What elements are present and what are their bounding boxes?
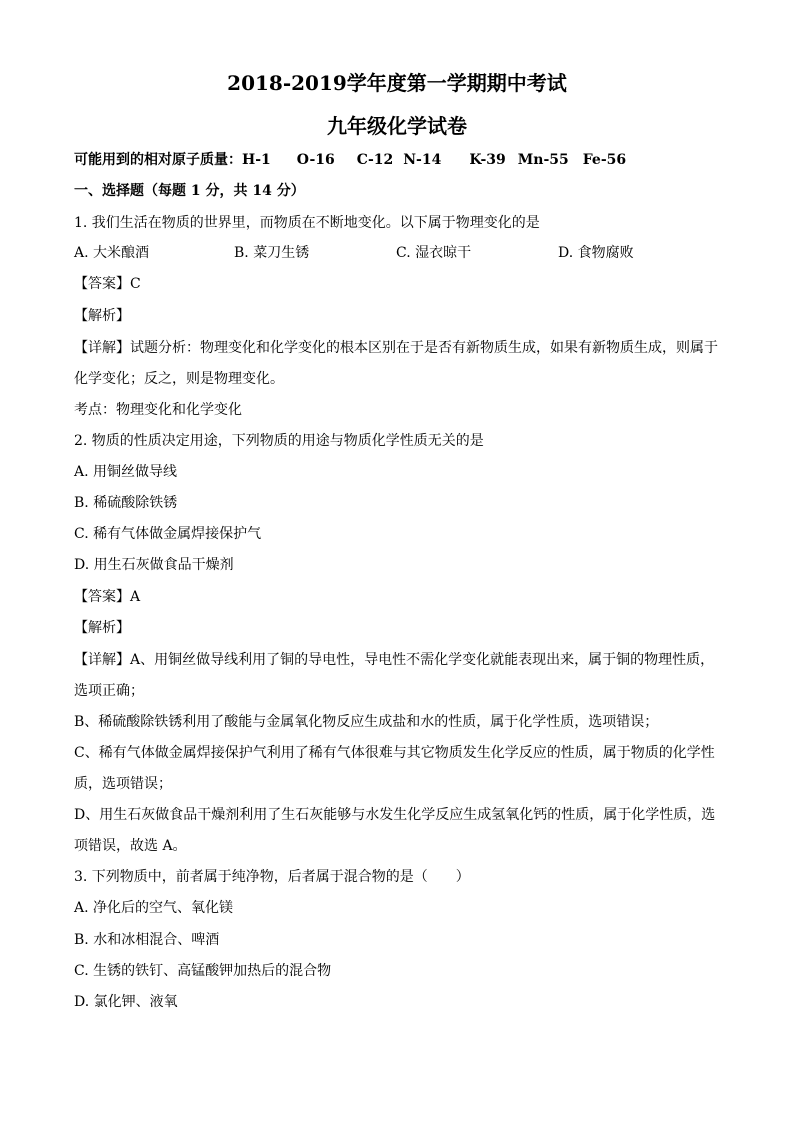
question-3-option-b: B. 水和冰相混合、啤酒 <box>74 932 220 948</box>
question-2-detail: 质，选项错误； <box>74 776 172 792</box>
question-2-option-b: B. 稀硫酸除铁锈 <box>74 495 178 511</box>
mass-item: H-1 <box>242 152 271 168</box>
question-1-detail: 化学变化；反之，则是物理变化。 <box>74 371 284 387</box>
question-3-option-c: C. 生锈的铁钉、高锰酸钾加热后的混合物 <box>74 963 332 979</box>
question-1-analysis: 【解析】 <box>74 308 130 324</box>
question-3-option-d: D. 氯化钾、液氧 <box>74 994 178 1010</box>
question-2-detail: 选项正确； <box>74 683 144 699</box>
page-title: 2018-2019学年度第一学期期中考试 <box>227 71 567 95</box>
question-2-answer: 【答案】A <box>74 589 141 605</box>
atomic-masses <box>74 150 734 170</box>
question-1-option-d: D. 食物腐败 <box>558 245 634 261</box>
question-2-stem: 2. 物质的性质决定用途，下列物质的用途与物质化学性质无关的是 <box>74 433 484 449</box>
mass-item: N-14 <box>403 152 442 168</box>
question-1-option-b: B. 菜刀生锈 <box>234 245 310 261</box>
question-2-detail: D、用生石灰做食品干燥剂利用了生石灰能够与水发生化学反应生成氢氧化钙的性质，属于化学性质，选 <box>74 807 716 823</box>
question-1-point: 考点：物理变化和化学变化 <box>74 402 242 418</box>
section-heading: 一、选择题（每题 1 分，共 14 分） <box>74 183 305 199</box>
atomic-masses-label: 可能用到的相对原子质量： <box>74 152 242 168</box>
question-2-analysis: 【解析】 <box>74 620 130 636</box>
question-1-stem: 1. 我们生活在物质的世界里，而物质在不断地变化。以下属于物理变化的是 <box>74 215 540 231</box>
page-subtitle: 九年级化学试卷 <box>327 114 467 138</box>
question-2-detail: 项错误，故选 A。 <box>74 838 187 854</box>
mass-item: Mn-55 <box>517 152 569 168</box>
question-2-detail: C、稀有气体做金属焊接保护气利用了稀有气体很难与其它物质发生化学反应的性质，属于物质的化学性 <box>74 745 715 761</box>
question-2-detail: 【详解】A、用铜丝做导线利用了铜的导电性，导电性不需化学变化就能表现出来，属于铜的物理性质， <box>74 652 715 668</box>
question-2-detail: B、稀硫酸除铁锈利用了酸能与金属氧化物反应生成盐和水的性质，属于化学性质，选项错误； <box>74 714 659 730</box>
question-2-option-d: D. 用生石灰做食品干燥剂 <box>74 557 234 573</box>
mass-item: C-12 <box>356 152 394 168</box>
question-1-option-a: A. 大米酿酒 <box>74 245 150 261</box>
question-2-option-a: A. 用铜丝做导线 <box>74 464 178 480</box>
question-2-option-c: C. 稀有气体做金属焊接保护气 <box>74 526 262 542</box>
question-1-option-c: C. 湿衣晾干 <box>396 245 472 261</box>
question-1-detail: 【详解】试题分析：物理变化和化学变化的根本区别在于是否有新物质生成，如果有新物质生成，则属于 <box>74 340 718 356</box>
question-3-stem: 3. 下列物质中，前者属于纯净物，后者属于混合物的是（ ） <box>74 869 470 885</box>
mass-item: K-39 <box>469 152 506 168</box>
mass-item: O-16 <box>296 152 335 168</box>
question-1-answer: 【答案】C <box>74 276 141 292</box>
question-3-option-a: A. 净化后的空气、氧化镁 <box>74 900 234 916</box>
mass-item: Fe-56 <box>582 152 627 168</box>
